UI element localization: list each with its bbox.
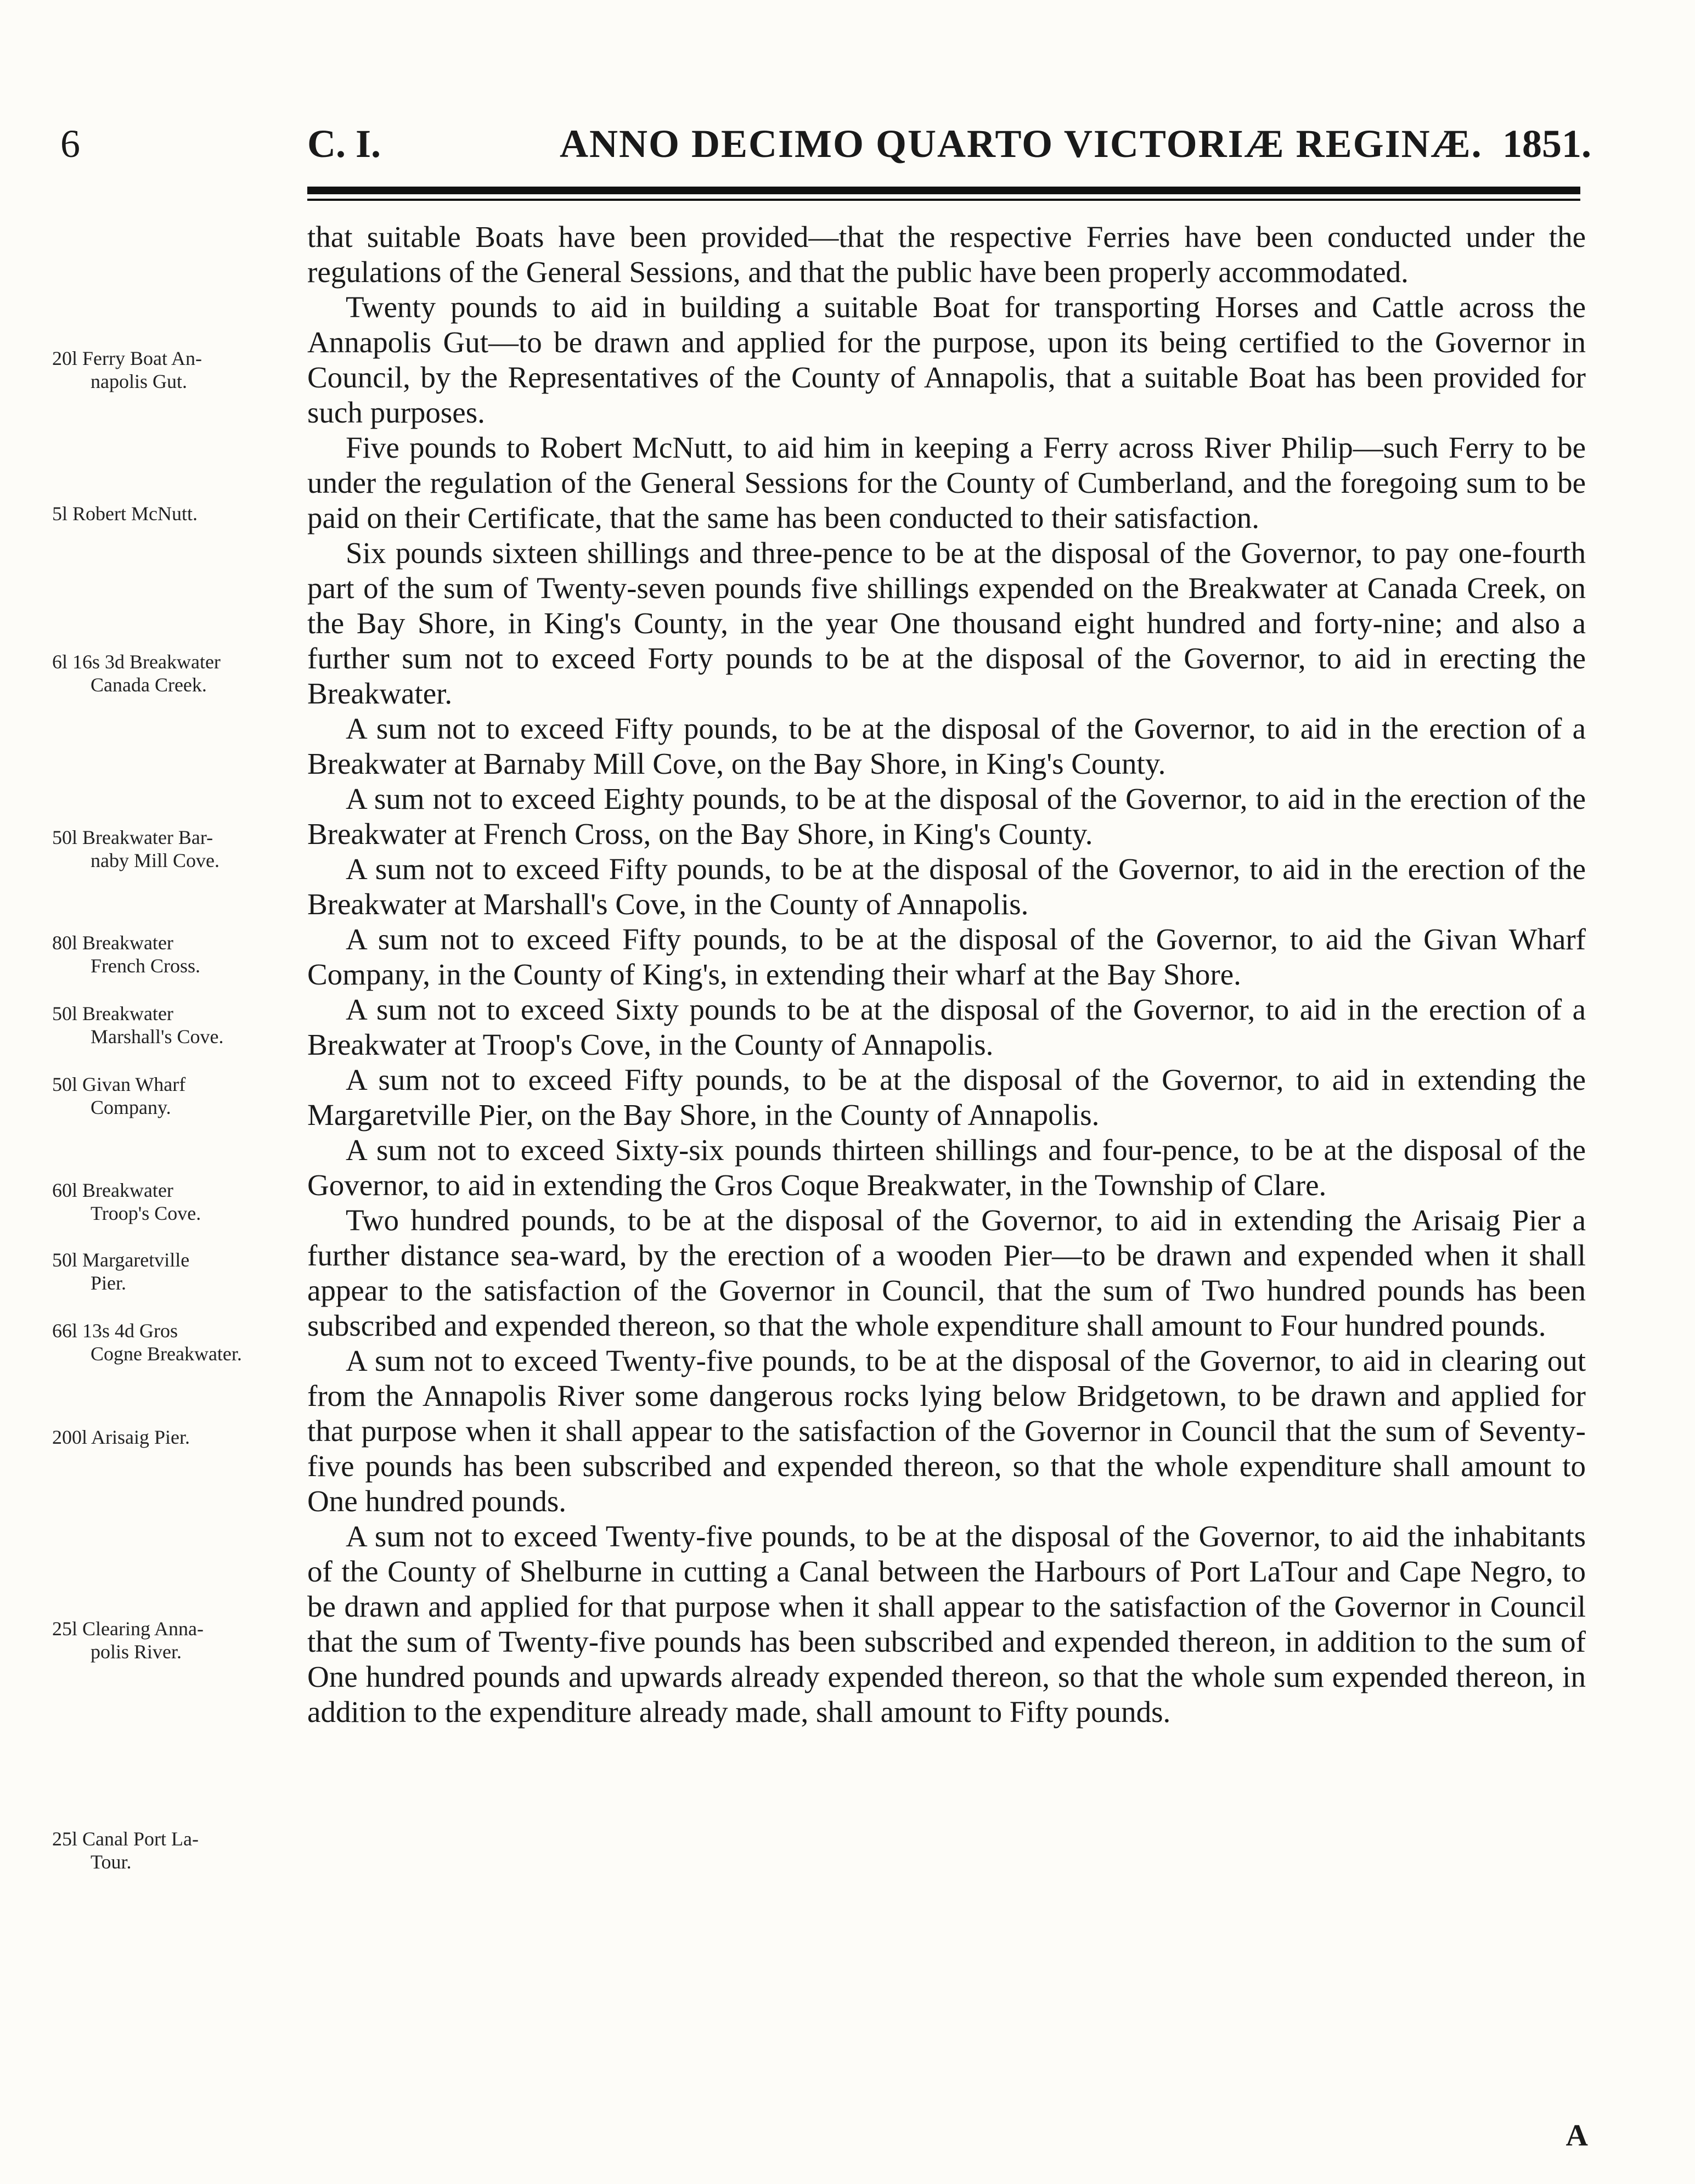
paragraph-margaretville-pier: A sum not to exceed Fifty pounds, to be at the disposal of the Governor, to aid in extending the Margaretville Pier, on the Bay Shore, in the County of Annapolis. (307, 1063, 1586, 1132)
paragraph-marshalls-cove: A sum not to exceed Fifty pounds, to be at the disposal of the Governor, to aid in the erection of the Breakwater at Marshall's Cove, in the County of Annapolis. (307, 852, 1586, 921)
paragraph-troops-cove: A sum not to exceed Sixty pounds to be at the disposal of the Governor, to aid in the erection of a Breakwater at Troop's Cove, in the County of Annapolis. (307, 993, 1586, 1061)
margin-note: 200l Arisaig Pier. (52, 1426, 190, 1448)
margin-note: 20l Ferry Boat An- napolis Gut. (52, 347, 202, 392)
paragraph-robert-mcnutt: Five pounds to Robert McNutt, to aid him in keeping a Ferry across River Philip—such Ferry to be under the regulation of the General Sessions for the County of Cumberland, and the foregoing sum to be paid on their Certificate, that the same has been conducted to their satisfaction. (307, 431, 1586, 534)
running-title: ANNO DECIMO QUARTO VICTORIÆ REGINÆ. (560, 122, 1483, 166)
paragraph-arisaig-pier: Two hundred pounds, to be at the disposal of the Governor, to aid in extending the Arisaig Pier a further distance sea-ward, by the erection of a wooden Pier—to be drawn and expended when it shall appear to the satisfaction of the Governor in Council, that the sum of Two hundred pounds has been subscribed and expended thereon, so that the whole expenditure shall amount to Four hundred pounds. (307, 1203, 1586, 1342)
catchword: A (1566, 2119, 1588, 2153)
margin-note: 25l Canal Port La- Tour. (52, 1828, 199, 1873)
margin-note: 80l Breakwater French Cross. (52, 932, 200, 977)
paragraph-canada-creek: Six pounds sixteen shillings and three-pence to be at the disposal of the Governor, to pay one-fourth part of the sum of Twenty-seven pounds five shillings expended on the Breakwater at Canada Creek, on the Bay Shore, in King's County, in the year One thousand eight hundred and forty-nine; and also a further sum not to exceed Forty pounds to be at the disposal of the Governor, to aid in erecting the Breakwater. (307, 536, 1586, 710)
header-rule-thin (307, 199, 1580, 201)
margin-note: 50l Breakwater Marshall's Cove. (52, 1003, 224, 1048)
margin-note: 5l Robert McNutt. (52, 503, 198, 525)
margin-note: 50l Givan Wharf Company. (52, 1073, 186, 1118)
chapter-number: C. I. (307, 122, 381, 166)
margin-note: 50l Breakwater Bar- naby Mill Cove. (52, 826, 219, 871)
margin-note: 6l 16s 3d Breakwater Canada Creek. (52, 651, 221, 696)
margin-note: 25l Clearing Anna- polis River. (52, 1618, 204, 1663)
paragraph-french-cross: A sum not to exceed Eighty pounds, to be at the disposal of the Governor, to aid in the erection of the Breakwater at French Cross, on the Bay Shore, in King's County. (307, 782, 1586, 851)
paragraph-continued: that suitable Boats have been provided—that the respective Ferries have been conducted under the regulations of the General Sessions, and that the public have been properly accommodated. (307, 220, 1586, 289)
header-rule-thick (307, 187, 1580, 194)
paragraph-gros-coque: A sum not to exceed Sixty-six pounds thirteen shillings and four-pence, to be at the disposal of the Governor, to aid in extending the Gros Coque Breakwater, in the Township of Clare. (307, 1133, 1586, 1202)
paragraph-barnaby-mill-cove: A sum not to exceed Fifty pounds, to be at the disposal of the Governor, to aid in the erection of a Breakwater at Barnaby Mill Cove, on the Bay Shore, in King's County. (307, 712, 1586, 780)
running-header (55, 116, 1591, 177)
main-text (307, 219, 1586, 1730)
paragraph-ferry-boat-annapolis-gut: Twenty pounds to aid in building a suitable Boat for transporting Horses and Cattle across the Annapolis Gut—to be drawn and applied for the purpose, upon its being certified to the Governor in Council, by the Representatives of the County of Annapolis, that a suitable Boat has been provided for such purposes. (307, 290, 1586, 429)
margin-note: 60l Breakwater Troop's Cove. (52, 1179, 201, 1224)
paragraph-port-latour-canal: A sum not to exceed Twenty-five pounds, to be at the disposal of the Governor, to aid the inhabitants of the County of Shelburne in cutting a Canal between the Harbours of Port LaTour and Cape Negro, to be drawn and applied for that purpose when it shall appear to the satisfaction of the Governor in Council that the sum of Twenty-five pounds has been subscribed and expended thereon, in addition to the sum of One hundred pounds and upwards already expended thereon, so that the whole sum expended thereon, in addition to the expenditure already made, shall amount to Fifty pounds. (307, 1519, 1586, 1729)
margin-note: 66l 13s 4d Gros Cogne Breakwater. (52, 1320, 242, 1365)
paragraph-annapolis-river: A sum not to exceed Twenty-five pounds, to be at the disposal of the Governor, to aid in clearing out from the Annapolis River some dangerous rocks lying below Bridgetown, to be drawn and applied for that purpose when it shall appear to the satisfaction of the Governor in Council that the sum of Seventy-five pounds has been subscribed and expended thereon, so that the whole expenditure shall amount to One hundred pounds. (307, 1344, 1586, 1518)
year: 1851. (1502, 122, 1591, 166)
margin-note: 50l Margaretville Pier. (52, 1249, 190, 1294)
page-number: 6 (60, 122, 80, 166)
paragraph-givan-wharf: A sum not to exceed Fifty pounds, to be at the disposal of the Governor, to aid the Givan Wharf Company, in the County of King's, in extending their wharf at the Bay Shore. (307, 922, 1586, 991)
